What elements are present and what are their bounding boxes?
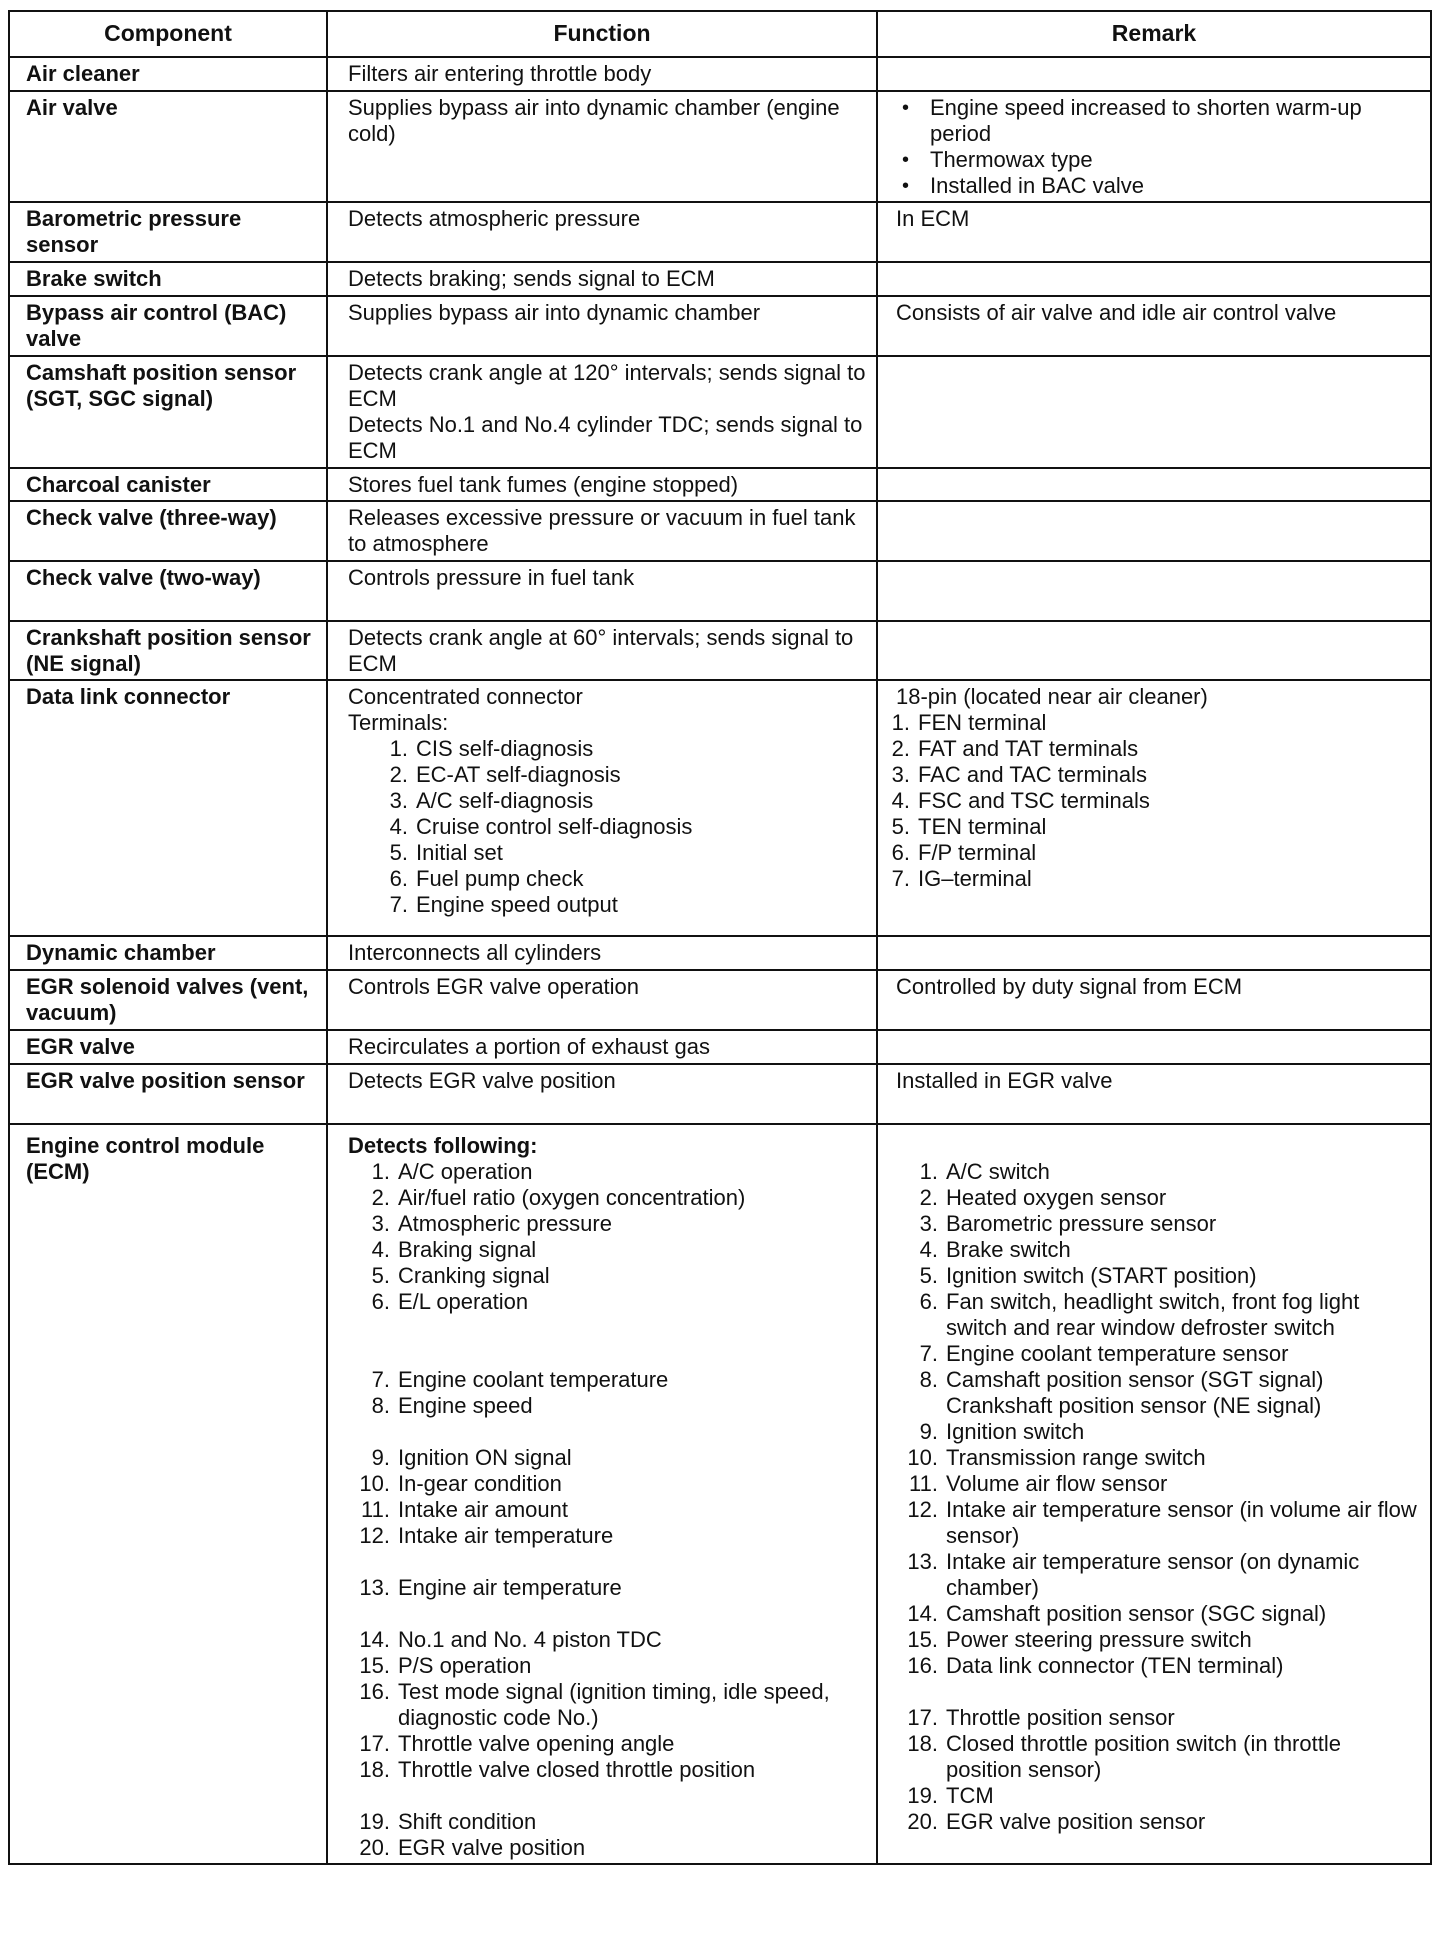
remark-cell: Consists of air valve and idle air control valve xyxy=(877,296,1431,356)
ecm-detect-list xyxy=(348,1159,866,1861)
list-item: • Thermowax type xyxy=(896,147,1420,173)
remark-cell xyxy=(877,680,1431,936)
list-item: 1. A/C operation xyxy=(371,1159,533,1184)
header-row xyxy=(9,11,1431,57)
list-item: 20. EGR valve position xyxy=(359,1835,586,1860)
list-item: 3. Barometric pressure sensor xyxy=(919,1211,1217,1236)
table-row xyxy=(9,680,1431,936)
component-cell: EGR solenoid valves (vent, vacuum) xyxy=(9,970,327,1030)
list-item: 4. Braking signal xyxy=(371,1237,537,1262)
table-row xyxy=(9,468,1431,501)
remark-line: 18-pin (located near air cleaner) xyxy=(896,684,1208,709)
component-cell: Brake switch xyxy=(9,262,327,296)
function-cell: Stores fuel tank fumes (engine stopped) xyxy=(327,468,877,501)
component-cell: Air cleaner xyxy=(9,57,327,91)
remark-cell xyxy=(877,1030,1431,1064)
component-table xyxy=(8,10,1432,1865)
list-item: 15. P/S operation xyxy=(359,1653,532,1678)
list-item: • Installed in BAC valve xyxy=(896,173,1420,199)
remark-cell xyxy=(877,501,1431,561)
remark-cell xyxy=(877,1124,1431,1864)
list-item: 3. Atmospheric pressure xyxy=(371,1211,612,1236)
remark-cell xyxy=(877,91,1431,202)
list-item: 7. Engine speed output xyxy=(389,892,618,917)
list-item: 2. FAT and TAT terminals xyxy=(891,736,1139,761)
list-item: 3. A/C self-diagnosis xyxy=(389,788,594,813)
component-cell: EGR valve position sensor xyxy=(9,1064,327,1124)
table-row xyxy=(9,1064,1431,1124)
remark-bullet-list xyxy=(896,95,1420,199)
list-item: 6. Fuel pump check xyxy=(389,866,584,891)
function-cell: Detects crank angle at 60° intervals; sends signal to ECM xyxy=(327,621,877,680)
list-item: 4. FSC and TSC terminals xyxy=(891,788,1150,813)
table-row xyxy=(9,621,1431,680)
list-item: 5. Initial set xyxy=(389,840,503,865)
component-cell: Check valve (three-way) xyxy=(9,501,327,561)
list-item: 17. Throttle position sensor xyxy=(907,1705,1175,1730)
component-cell: Check valve (two-way) xyxy=(9,561,327,621)
header-function: Function xyxy=(327,11,877,57)
list-item: 8. Camshaft position sensor (SGT signal) Crankshaft position sensor (NE signal) xyxy=(919,1367,1324,1418)
list-item: 13. Intake air temperature sensor (on dynamic chamber) xyxy=(907,1549,1360,1600)
terminal-list xyxy=(348,736,866,918)
list-item: 1. CIS self-diagnosis xyxy=(389,736,594,761)
header-remark: Remark xyxy=(877,11,1431,57)
component-cell: Dynamic chamber xyxy=(9,936,327,970)
list-item: 7. Engine coolant temperature xyxy=(371,1367,669,1392)
list-item: 5. TEN terminal xyxy=(891,814,1047,839)
function-cell xyxy=(327,680,877,936)
function-cell: Filters air entering throttle body xyxy=(327,57,877,91)
list-item: 16. Test mode signal (ignition timing, idle speed, diagnostic code No.) xyxy=(359,1679,830,1730)
terminal-remark-list xyxy=(877,710,1420,892)
function-line: Detects crank angle at 120° intervals; sends signal to ECM xyxy=(348,360,866,411)
function-cell: Supplies bypass air into dynamic chamber xyxy=(327,296,877,356)
list-item: 8. Engine speed xyxy=(371,1393,533,1418)
function-cell: Releases excessive pressure or vacuum in fuel tank to atmosphere xyxy=(327,501,877,561)
remark-cell: In ECM xyxy=(877,202,1431,262)
list-item: 4. Cruise control self-diagnosis xyxy=(389,814,693,839)
function-cell: Detects braking; sends signal to ECM xyxy=(327,262,877,296)
list-item: 20. EGR valve position sensor xyxy=(907,1809,1206,1834)
list-item: 19. TCM xyxy=(907,1783,994,1808)
list-item: 9. Ignition ON signal xyxy=(371,1445,572,1470)
table-row xyxy=(9,970,1431,1030)
table-row xyxy=(9,296,1431,356)
list-item: 9. Ignition switch xyxy=(919,1419,1085,1444)
list-item: 3. FAC and TAC terminals xyxy=(891,762,1148,787)
list-item: 5. Ignition switch (START position) xyxy=(919,1263,1257,1288)
list-item: 7. Engine coolant temperature sensor xyxy=(919,1341,1289,1366)
list-item: 2. Heated oxygen sensor xyxy=(919,1185,1167,1210)
function-line: Detects No.1 and No.4 cylinder TDC; sends signal to ECM xyxy=(348,412,863,463)
list-item: 1. FEN terminal xyxy=(891,710,1047,735)
table-row xyxy=(9,57,1431,91)
component-cell: Bypass air control (BAC) valve xyxy=(9,296,327,356)
table-row xyxy=(9,356,1431,468)
table-row xyxy=(9,91,1431,202)
list-item: 10. In-gear condition xyxy=(359,1471,562,1496)
list-item: 6. F/P terminal xyxy=(891,840,1037,865)
list-item: 10. Transmission range switch xyxy=(907,1445,1206,1470)
component-cell: Charcoal canister xyxy=(9,468,327,501)
list-item: 12. Intake air temperature xyxy=(359,1523,614,1548)
component-cell: EGR valve xyxy=(9,1030,327,1064)
function-cell: Controls pressure in fuel tank xyxy=(327,561,877,621)
list-item: 1. A/C switch xyxy=(919,1159,1050,1184)
function-cell xyxy=(327,356,877,468)
remark-cell: Installed in EGR valve xyxy=(877,1064,1431,1124)
table-row xyxy=(9,501,1431,561)
remark-cell: Controlled by duty signal from ECM xyxy=(877,970,1431,1030)
list-item: 14. Camshaft position sensor (SGC signal) xyxy=(907,1601,1327,1626)
component-cell: Crankshaft position sensor (NE signal) xyxy=(9,621,327,680)
list-item: 18. Closed throttle position switch (in throttle position sensor) xyxy=(907,1731,1341,1782)
component-cell: Data link connector xyxy=(9,680,327,936)
list-item: 11. Intake air amount xyxy=(361,1497,568,1522)
list-item: 2. EC-AT self-diagnosis xyxy=(389,762,621,787)
list-item: 6. Fan switch, headlight switch, front fog light switch and rear window defroster switch xyxy=(919,1289,1360,1340)
remark-cell xyxy=(877,561,1431,621)
function-cell xyxy=(327,1124,877,1864)
list-item: 17. Throttle valve opening angle xyxy=(359,1731,675,1756)
function-cell: Detects atmospheric pressure xyxy=(327,202,877,262)
ecm-remark-list xyxy=(896,1159,1420,1835)
function-cell: Controls EGR valve operation xyxy=(327,970,877,1030)
list-item: 14. No.1 and No. 4 piston TDC xyxy=(359,1627,662,1652)
table-row xyxy=(9,1124,1431,1864)
table-row xyxy=(9,936,1431,970)
remark-cell xyxy=(877,936,1431,970)
remark-cell xyxy=(877,262,1431,296)
component-cell: Engine control module (ECM) xyxy=(9,1124,327,1864)
list-item: 15. Power steering pressure switch xyxy=(907,1627,1252,1652)
list-item: 13. Engine air temperature xyxy=(359,1575,622,1600)
list-item: 2. Air/fuel ratio (oxygen concentration) xyxy=(371,1185,746,1210)
list-item: 6. E/L operation xyxy=(371,1289,529,1314)
component-cell: Air valve xyxy=(9,91,327,202)
list-item: 12. Intake air temperature sensor (in volume air flow sensor) xyxy=(907,1497,1417,1548)
function-line: Concentrated connector xyxy=(348,684,583,709)
component-cell: Barometric pressure sensor xyxy=(9,202,327,262)
function-cell: Supplies bypass air into dynamic chamber (engine cold) xyxy=(327,91,877,202)
table-row xyxy=(9,1030,1431,1064)
function-line: Terminals: xyxy=(348,710,449,735)
table-row xyxy=(9,202,1431,262)
remark-cell xyxy=(877,57,1431,91)
function-cell: Interconnects all cylinders xyxy=(327,936,877,970)
remark-cell xyxy=(877,621,1431,680)
list-item: 4. Brake switch xyxy=(919,1237,1071,1262)
list-item: 5. Cranking signal xyxy=(371,1263,550,1288)
function-line: Detects following: xyxy=(348,1133,538,1158)
remark-cell xyxy=(877,468,1431,501)
list-item: 11. Volume air flow sensor xyxy=(909,1471,1168,1496)
list-item: 16. Data link connector (TEN terminal) xyxy=(907,1653,1284,1678)
list-item: 7. IG–terminal xyxy=(891,866,1032,891)
remark-cell xyxy=(877,356,1431,468)
list-item: 18. Throttle valve closed throttle position xyxy=(359,1757,756,1782)
list-item: 19. Shift condition xyxy=(359,1809,537,1834)
table-row xyxy=(9,262,1431,296)
table-row xyxy=(9,561,1431,621)
header-component: Component xyxy=(9,11,327,57)
component-cell: Camshaft position sensor (SGT, SGC signal) xyxy=(9,356,327,468)
function-cell: Recirculates a portion of exhaust gas xyxy=(327,1030,877,1064)
list-item: • Engine speed increased to shorten warm-up period xyxy=(896,95,1420,147)
function-cell: Detects EGR valve position xyxy=(327,1064,877,1124)
